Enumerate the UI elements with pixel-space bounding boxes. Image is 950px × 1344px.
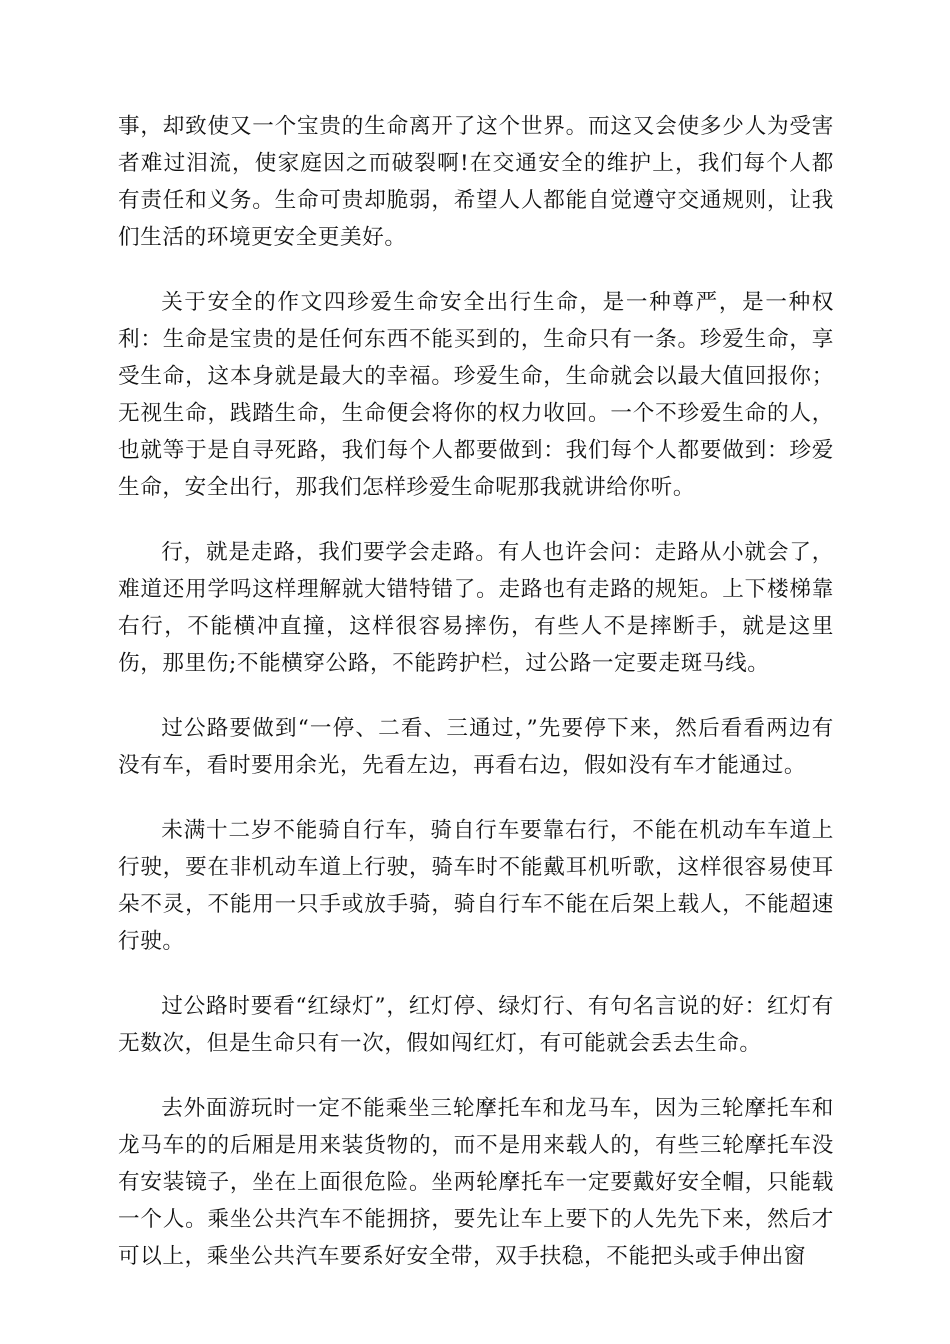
document-body — [118, 108, 834, 1303]
paragraph: 去外面游玩时一定不能乘坐三轮摩托车和龙马车，因为三轮摩托车和龙马车的的后厢是用来装货物的，而不是用来载人的，有些三轮摩托车没有安装镜子，坐在上面很危险。坐两轮摩托车一定要戴好安全帽，只能载一个人。乘坐公共汽车不能拥挤，要先让车上要下的人先先下来，然后才可以上，乘坐公共汽车要系好安全带，双手扶稳，不能把头或手伸出窗 — [118, 1096, 834, 1269]
paragraph: 过公路要做到“一停、二看、三通过，”先要停下来，然后看看两边有没有车，看时要用余光，先看左边，再看右边，假如没有车才能通过。 — [118, 716, 834, 778]
paragraph: 事，却致使又一个宝贵的生命离开了这个世界。而这又会使多少人为受害者难过泪流，使家庭因之而破裂啊!在交通安全的维护上，我们每个人都有责任和义务。生命可贵却脆弱，希望人人都能自觉遵守交通规则，让我们生活的环境更安全更美好。 — [118, 114, 834, 250]
paragraph: 过公路时要看“红绿灯”，红灯停、绿灯行、有句名言说的好：红灯有无数次，但是生命只有一次，假如闯红灯，有可能就会丢去生命。 — [118, 994, 834, 1056]
paragraph: 未满十二岁不能骑自行车，骑自行车要靠右行，不能在机动车车道上行驶，要在非机动车道上行驶，骑车时不能戴耳机听歌，这样很容易使耳朵不灵，不能用一只手或放手骑，骑自行车不能在后架上载人，不能超速行驶。 — [118, 818, 834, 954]
paragraph: 行，就是走路，我们要学会走路。有人也许会问：走路从小就会了，难道还用学吗这样理解就大错特错了。走路也有走路的规矩。上下楼梯靠右行，不能横冲直撞，这样很容易摔伤，有些人不是摔断手，就是这里伤，那里伤;不能横穿公路，不能跨护栏，过公路一定要走斑马线。 — [118, 540, 834, 676]
paragraph: 关于安全的作文四珍爱生命安全出行生命，是一种尊严，是一种权利：生命是宝贵的是任何东西不能买到的，生命只有一条。珍爱生命，享受生命，这本身就是最大的幸福。珍爱生命，生命就会以最大值回报你；无视生命，践踏生命，生命便会将你的权力收回。一个不珍爱生命的人，也就等于是自寻死路，我们每个人都要做到：我们每个人都要做到：珍爱生命，安全出行，那我们怎样珍爱生命呢那我就讲给你听。 — [118, 290, 834, 500]
